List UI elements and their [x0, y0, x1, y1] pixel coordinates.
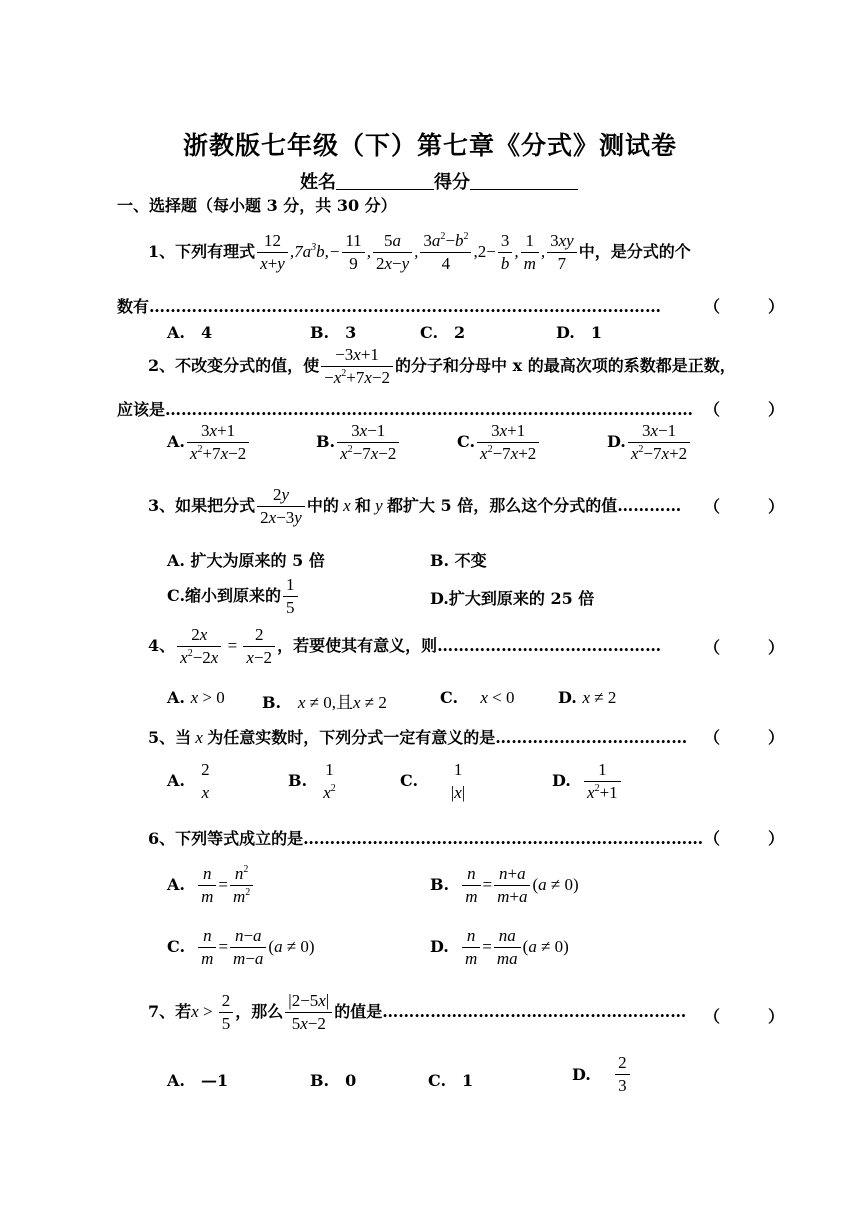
q5-option-b[interactable]: B. $\frac{1}{x^2}$	[288, 759, 341, 804]
q7-prefix: 7、若	[148, 1002, 192, 1021]
q3-suffix: 都扩大 5 倍，那么这个分式的值	[386, 496, 618, 515]
q1-option-c[interactable]: C. 2	[420, 323, 466, 342]
question-3: 3、如果把分式 $\frac{2y}{2x-3y}$ 中的 x 和 y 都扩大 5 倍，那么这个分式的值…………	[148, 485, 682, 527]
q4-option-b[interactable]: B. x ≠ 0,且x ≠ 2	[262, 693, 387, 712]
score-label: 得分	[434, 172, 470, 193]
q6-prefix: 6、下列等式成立的是	[148, 829, 304, 848]
answer-paren[interactable]: （ ）	[704, 728, 785, 747]
q5-option-a[interactable]: A. $\frac{2}{x}$	[167, 759, 215, 804]
expr-2-over-5: $\frac{2}{5}$	[219, 990, 234, 1035]
q1-option-d[interactable]: D. 1	[556, 323, 603, 342]
q5-suffix: 为任意实数时，下列分式一定有意义的是	[207, 728, 496, 747]
answer-paren[interactable]: （ ）	[704, 638, 785, 657]
expr-12-over-x-plus-y: $\frac{12}{x+y}$	[257, 230, 288, 275]
q2-option-b[interactable]: B. $\frac{3x-1}{x^2-7x-2}$	[316, 420, 401, 465]
q2-suffix: 的分子和分母中 x 的最高次项的系数都是正数，	[395, 356, 736, 375]
q2-option-d[interactable]: D. $\frac{3x-1}{x^2-7x+2}$	[607, 420, 692, 465]
q4-option-a[interactable]: A. x > 0	[167, 688, 225, 707]
expr-3-over-b: $\frac{3}{b}$	[498, 230, 513, 275]
q5-option-c[interactable]: C. $\frac{1}{|x|}$	[400, 759, 470, 804]
q3-prefix: 3、如果把分式	[148, 496, 256, 515]
question-6: 6、下列等式成立的是…………………………………………………………………	[148, 829, 704, 848]
q7-option-a[interactable]: A. —1	[167, 1071, 229, 1090]
q4-prefix: 4、	[148, 636, 176, 655]
q4-option-d[interactable]: D. x ≠ 2	[558, 688, 617, 707]
q2-prefix: 2、不改变分式的值，使	[148, 356, 320, 375]
question-1: 1、下列有理式 $\frac{12}{x+y}$ $,7a^3b,-$ $\frac{11}{9}$ , $\frac{5a}{2x-y}$ , $\frac{3a^2-b^2}{4}$ ,2− $\frac{3}{b}$ , $\frac{1}{m}$ , $\frac{3xy}{7}$ 中，是分式的个	[148, 231, 691, 273]
answer-paren[interactable]: （ ）	[704, 400, 785, 419]
name-label: 姓名	[300, 172, 336, 193]
q3-option-a[interactable]: A. 扩大为原来的 5 倍	[167, 551, 325, 570]
q1-line2: 数有……………………………………………………………………………………	[117, 297, 662, 316]
expr-1-over-m: $\frac{1}{m}$	[521, 230, 539, 275]
q7-option-c[interactable]: C. 1	[428, 1071, 474, 1090]
answer-paren[interactable]: （ ）	[704, 297, 785, 316]
q2-line2: 应该是………………………………………………………………………………………	[117, 400, 694, 419]
q6-option-b[interactable]: B. $\frac{n}{m}$ = $\frac{n+a}{m+a}$ (a ≠ 0)	[430, 864, 579, 906]
name-score-line	[300, 168, 578, 194]
q3-option-d[interactable]: D.扩大到原来的 25 倍	[430, 589, 595, 608]
q7-option-b[interactable]: B. 0	[310, 1071, 357, 1090]
expr-abs-2-5x-over-5x-2: $\frac{|2-5x|}{5x-2}$	[285, 990, 332, 1035]
expr-2x-over-x2-2x: $\frac{2x}{x^2-2x}$	[177, 624, 221, 669]
question-2	[148, 344, 736, 389]
q2-option-c[interactable]: C. $\frac{3x+1}{x^2-7x+2}$	[457, 420, 541, 465]
q7-option-d[interactable]: D. $\frac{2}{3}$	[572, 1052, 632, 1097]
expr-3xy-over-7: $\frac{3xy}{7}$	[547, 230, 577, 275]
section-heading: 一、选择题（每小题 3 分，共 30 分）	[117, 196, 397, 215]
q3-mid2: 和	[354, 496, 371, 515]
q1-prefix: 1、下列有理式	[148, 242, 256, 261]
q6-option-c[interactable]: C. $\frac{n}{m}$ = $\frac{n-a}{m-a}$ (a ≠ 0)	[167, 926, 315, 968]
q5-option-d[interactable]: D. $\frac{1}{x^2+1}$	[552, 759, 623, 804]
q1-option-b[interactable]: B. 3	[310, 323, 357, 342]
q3-option-c[interactable]: C.缩小到原来的 $\frac{1}{5}$	[167, 574, 300, 619]
question-5: 5、当 x 为任意实数时，下列分式一定有意义的是………………………………	[148, 728, 688, 747]
answer-paren[interactable]: （ ）	[704, 497, 785, 516]
q3-mid: 中的	[306, 496, 339, 515]
q1-suffix: 中，是分式的个	[578, 242, 691, 261]
question-7: 7、若x > $\frac{2}{5}$ ，那么 $\frac{|2-5x|}{5x-2}$ 的值是…………………………………………………	[148, 991, 687, 1033]
page-title: 浙教版七年级（下）第七章《分式》测试卷	[182, 131, 677, 160]
name-blank[interactable]	[336, 171, 434, 190]
expr-2-over-x-2: $\frac{2}{x-2}$	[243, 624, 275, 669]
q2-option-a[interactable]: A. $\frac{3x+1}{x^2+7x-2}$	[167, 420, 251, 465]
q6-option-a[interactable]: A. $\frac{n}{m}$ = $\frac{n^2}{m^2}$	[167, 863, 255, 908]
expr-5a-over: $\frac{5a}{2x-y}$	[373, 230, 412, 275]
q7-mid: ，那么	[235, 1002, 284, 1021]
q1-option-a[interactable]: A. 4	[167, 323, 213, 342]
question-4: 4、 $\frac{2x}{x^2-2x}$ = $\frac{2}{x-2}$ ，若要使其有意义，则……………………………………	[148, 625, 662, 667]
expr-3a2-minus-b2: $\frac{3a^2-b^2}{4}$	[420, 230, 471, 275]
answer-paren[interactable]: （ ）	[704, 1007, 785, 1026]
q3-option-b[interactable]: B. 不变	[430, 551, 487, 570]
q6-option-d[interactable]: D. $\frac{n}{m}$ = $\frac{na}{ma}$ (a ≠ 0)	[430, 926, 569, 968]
answer-paren[interactable]: （ ）	[704, 829, 785, 848]
score-blank[interactable]	[470, 171, 578, 190]
expr-11-over-9: $\frac{11}{9}$	[342, 230, 364, 275]
expr-2y-over-2x-3y: $\frac{2y}{2x-3y}$	[257, 484, 305, 529]
q5-prefix: 5、当	[148, 728, 192, 747]
expr-q2-fraction: $\frac{-3x+1}{-x^2+7x-2}$	[321, 344, 393, 389]
q4-option-c[interactable]: C. x < 0	[440, 688, 515, 707]
q7-suffix: 的值是	[334, 1002, 383, 1021]
q4-suffix: ，若要使其有意义，则	[277, 636, 438, 655]
